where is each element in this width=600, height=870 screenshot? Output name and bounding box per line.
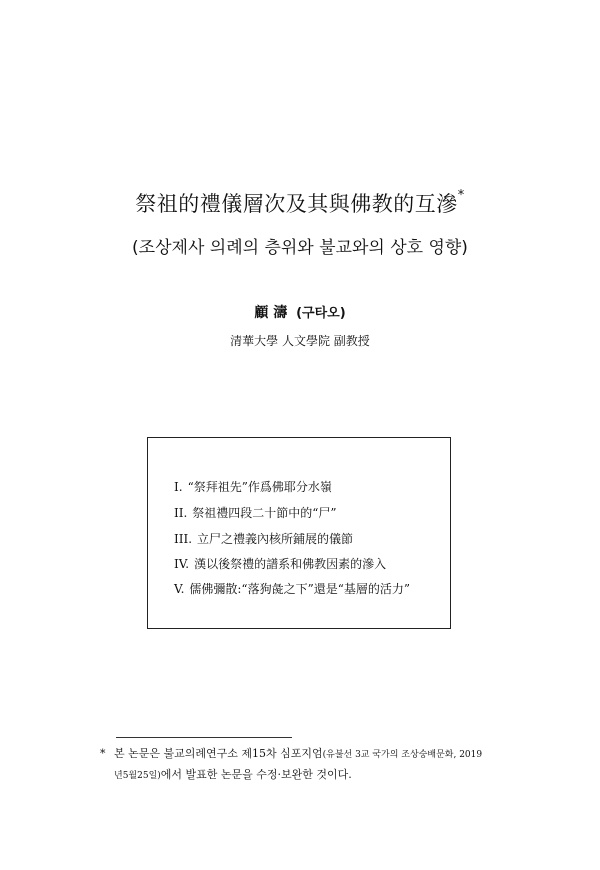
toc-item-number: IV. bbox=[174, 557, 190, 571]
author-name: 顧 濤 bbox=[254, 305, 288, 321]
toc-item bbox=[174, 478, 332, 495]
toc-item-text: 立尸之禮義內核所鋪展的儀節 bbox=[197, 532, 354, 546]
toc-item bbox=[174, 504, 337, 521]
toc-item bbox=[174, 580, 410, 597]
footnote-text-main: 본 논문은 불교의례연구소 제15차 심포지엄 bbox=[114, 747, 323, 760]
toc-item bbox=[174, 555, 386, 572]
footnote bbox=[100, 744, 520, 786]
toc-item-text: 儒佛彌散:“落狗彘之下”還是“基層的活力” bbox=[189, 582, 410, 596]
toc-item-number: V. bbox=[174, 582, 185, 596]
footnote-line-1 bbox=[100, 744, 520, 765]
toc-item-number: II. bbox=[174, 506, 188, 520]
toc-item-number: III. bbox=[174, 532, 193, 546]
paper-title bbox=[0, 188, 600, 218]
footnote-text-small: 년5월25일) bbox=[114, 771, 161, 781]
toc-item-text: 漢以後祭禮的譜系和佛教因素的滲入 bbox=[194, 557, 387, 571]
title-text: 祭祖的禮儀層次及其與佛教的互滲 bbox=[135, 192, 458, 216]
toc-item-text: 祭祖禮四段二十節中的“尸” bbox=[192, 506, 337, 520]
footnote-line-2 bbox=[100, 765, 520, 786]
footnote-divider bbox=[116, 737, 292, 738]
author-romanized-name: (구타오) bbox=[296, 306, 346, 321]
footnote-mark: * bbox=[100, 747, 106, 760]
footnote-text-main: 에서 발표한 논문을 수정·보완한 것이다. bbox=[160, 768, 352, 781]
author-affiliation: 清華大學 人文學院 副教授 bbox=[230, 334, 370, 348]
toc-item-number: I. bbox=[174, 480, 183, 494]
paper-subtitle: (조상제사 의례의 층위와 불교와의 상호 영향) bbox=[132, 238, 468, 258]
toc-item-text: “祭拜祖先”作爲佛耶分水嶺 bbox=[187, 480, 332, 494]
title-footnote-mark: * bbox=[457, 188, 465, 203]
author bbox=[0, 302, 600, 322]
footnote-text-small: (유불선 3교 국가의 조상숭배문화, 2019 bbox=[322, 750, 483, 760]
toc-item bbox=[174, 530, 353, 547]
table-of-contents bbox=[147, 437, 451, 629]
